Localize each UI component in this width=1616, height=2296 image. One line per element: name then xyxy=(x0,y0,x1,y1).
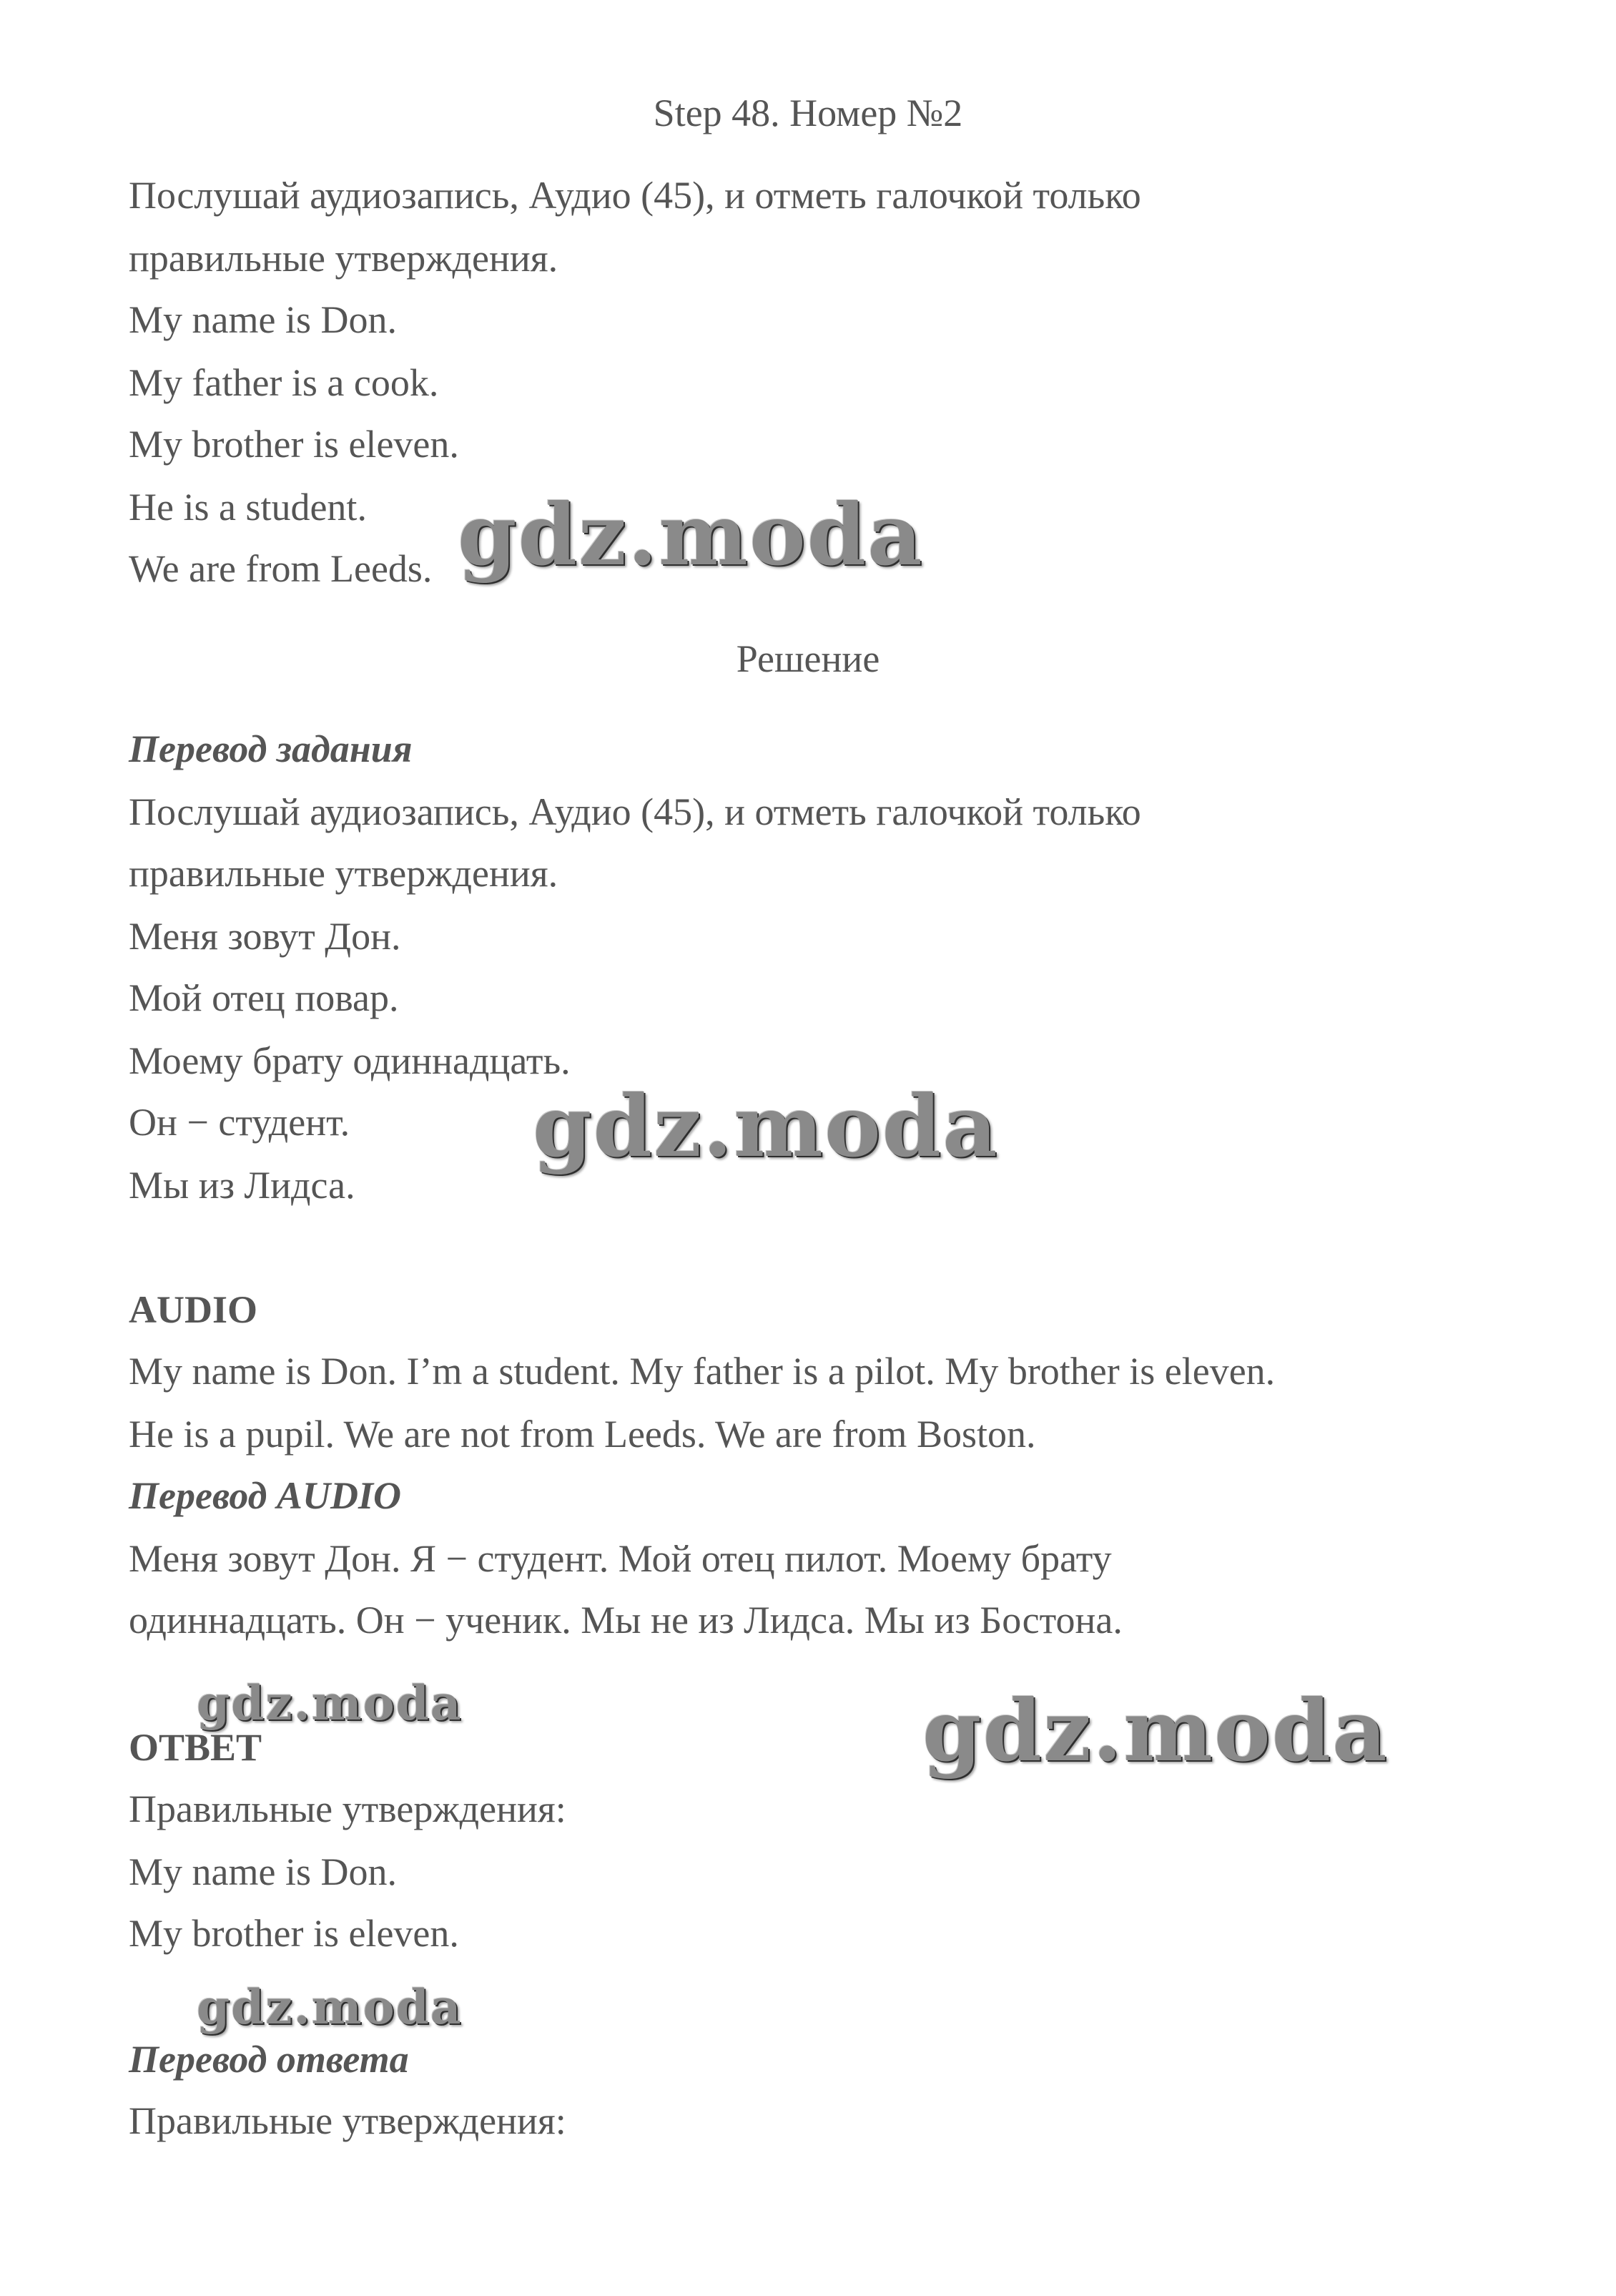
audio-line-2: He is a pupil. We are not from Leeds. We are from Boston. xyxy=(129,1413,1036,1456)
answer-translation-heading: Перевод ответа xyxy=(129,2038,409,2081)
watermark-logo-3: gdz.moda xyxy=(922,1681,1389,1780)
translation-line-1: Послушай аудиозапись, Аудио (45), и отметь галочкой только xyxy=(129,790,1141,833)
translation-line-2: правильные утверждения. xyxy=(129,852,558,895)
task-line-3: My name is Don. xyxy=(129,298,397,341)
task-line-2: правильные утверждения. xyxy=(129,237,558,280)
task-line-7: We are from Leeds. xyxy=(129,547,433,590)
watermark-logo-1: gdz.moda xyxy=(458,485,924,584)
answer-translation-line-1: Правильные утверждения: xyxy=(129,2099,566,2142)
translation-line-7: Мы из Лидса. xyxy=(129,1164,355,1207)
task-line-1: Послушай аудиозапись, Аудио (45), и отметь галочкой только xyxy=(129,174,1141,217)
translation-line-3: Меня зовут Дон. xyxy=(129,915,401,958)
answer-heading: ОТВЕТ xyxy=(129,1726,262,1769)
translation-line-6: Он − студент. xyxy=(129,1101,350,1144)
watermark-logo-4: gdz.moda xyxy=(197,1675,463,1731)
answer-line-3: My brother is eleven. xyxy=(129,1912,459,1955)
translation-heading: Перевод задания xyxy=(129,727,413,770)
audio-line-1: My name is Don. I’m a student. My father is a pilot. My brother is eleven. xyxy=(129,1350,1276,1393)
audio-heading: AUDIO xyxy=(129,1288,258,1331)
translation-line-5: Моему брату одиннадцать. xyxy=(129,1039,571,1082)
task-line-6: He is a student. xyxy=(129,486,367,529)
page-title: Step 48. Номер №2 xyxy=(653,92,963,134)
task-line-5: My brother is eleven. xyxy=(129,423,459,466)
watermark-logo-2: gdz.moda xyxy=(533,1076,999,1176)
translation-line-4: Мой отец повар. xyxy=(129,976,399,1019)
answer-line-2: My name is Don. xyxy=(129,1850,397,1893)
audio-translation-line-1: Меня зовут Дон. Я − студент. Мой отец пилот. Моему брату xyxy=(129,1537,1112,1580)
answer-line-1: Правильные утверждения: xyxy=(129,1787,566,1830)
task-line-4: My father is a cook. xyxy=(129,361,439,404)
audio-translation-heading: Перевод AUDIO xyxy=(129,1474,401,1517)
watermark-logo-5: gdz.moda xyxy=(197,1979,463,2035)
audio-translation-line-2: одиннадцать. Он − ученик. Мы не из Лидса. Мы из Бостона. xyxy=(129,1599,1123,1642)
solution-heading: Решение xyxy=(736,637,880,680)
